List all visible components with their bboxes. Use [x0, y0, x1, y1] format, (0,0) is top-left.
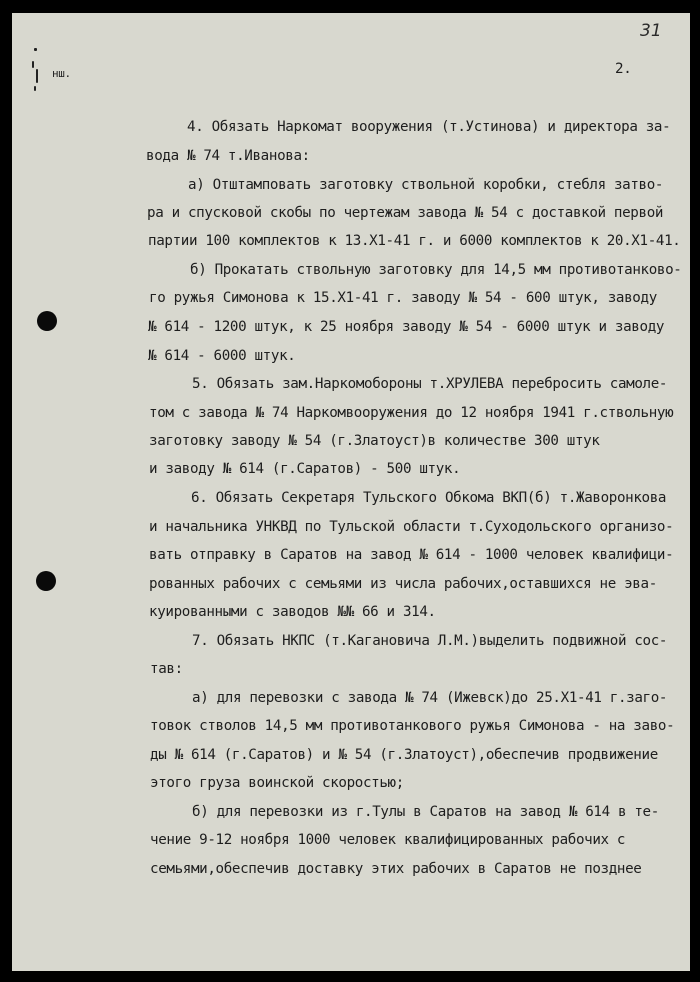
punch-hole: [36, 571, 56, 591]
margin-tick-mark: [34, 48, 37, 51]
text-line: а) для перевозки с завода № 74 (Ижевск)до 25.Х1-41 г.заго-: [192, 690, 668, 706]
text-line: том с завода № 74 Наркомвооружения до 12 ноября 1941 г.ствольную: [149, 405, 674, 421]
text-line: 4. Обязать Наркомат вооружения (т.Устинова) и директора за-: [187, 119, 671, 135]
text-line: а) Отштамповать заготовку ствольной коробки, стебля затво-: [188, 177, 664, 193]
text-line: вать отправку в Саратов на завод № 614 - 1000 человек квалифици-: [149, 547, 674, 563]
text-line: этого груза воинской скоростью;: [150, 775, 404, 791]
margin-tick-mark: [32, 61, 34, 68]
text-line: № 614 - 6000 штук.: [148, 348, 296, 364]
text-line: товок стволов 14,5 мм противотанкового ружья Симонова - на заво-: [150, 718, 675, 734]
text-line: го ружья Симонова к 15.Х1-41 г. заводу № 54 - 600 штук, заводу: [149, 290, 657, 306]
text-line: ра и спусковой скобы по чертежам завода № 54 с доставкой первой: [147, 205, 664, 221]
text-line: 7. Обязать НКПС (т.Кагановича Л.М.)выделить подвижной сос-: [192, 633, 668, 649]
page-number: 2.: [615, 61, 632, 77]
text-line: ды № 614 (г.Саратов) и № 54 (г.Златоуст),обеспечив продвижение: [150, 747, 658, 763]
text-line: чение 9-12 ноября 1000 человек квалифицированных рабочих с: [150, 832, 626, 848]
text-line: заготовку заводу № 54 (г.Златоуст)в количестве 300 штук: [149, 433, 600, 449]
document-page: [12, 13, 690, 971]
handwritten-page-number: 31: [640, 21, 662, 41]
margin-tick-mark: [34, 86, 36, 91]
text-line: б) Прокатать ствольную заготовку для 14,5 мм противотанково-: [190, 262, 682, 278]
margin-tick-mark: [36, 69, 38, 83]
text-line: куированными с заводов №№ 66 и 314.: [149, 604, 436, 620]
text-line: тав:: [150, 661, 183, 677]
punch-hole: [37, 311, 57, 331]
text-line: 5. Обязать зам.Наркомобороны т.ХРУЛЕВА перебросить самоле-: [192, 376, 668, 392]
text-line: партии 100 комплектов к 13.Х1-41 г. и 6000 комплектов к 20.Х1-41.: [148, 233, 681, 249]
text-line: и заводу № 614 (г.Саратов) - 500 штук.: [149, 461, 461, 477]
text-line: и начальника УНКВД по Тульской области т.Суходольского организо-: [149, 519, 674, 535]
text-line: вода № 74 т.Иванова:: [146, 148, 310, 164]
text-line: рованных рабочих с семьями из числа рабочих,оставшихся не эва-: [149, 576, 657, 592]
text-line: б) для перевозки из г.Тулы в Саратов на завод № 614 в те-: [192, 804, 659, 820]
text-line: № 614 - 1200 штук, к 25 ноября заводу № 54 - 6000 штук и заводу: [148, 319, 665, 335]
text-line: семьями,обеспечив доставку этих рабочих в Саратов не позднее: [150, 861, 642, 877]
left-margin-mark: нш.: [52, 67, 71, 80]
text-line: 6. Обязать Секретаря Тульского Обкома ВКП(б) т.Жаворонкова: [191, 490, 667, 506]
